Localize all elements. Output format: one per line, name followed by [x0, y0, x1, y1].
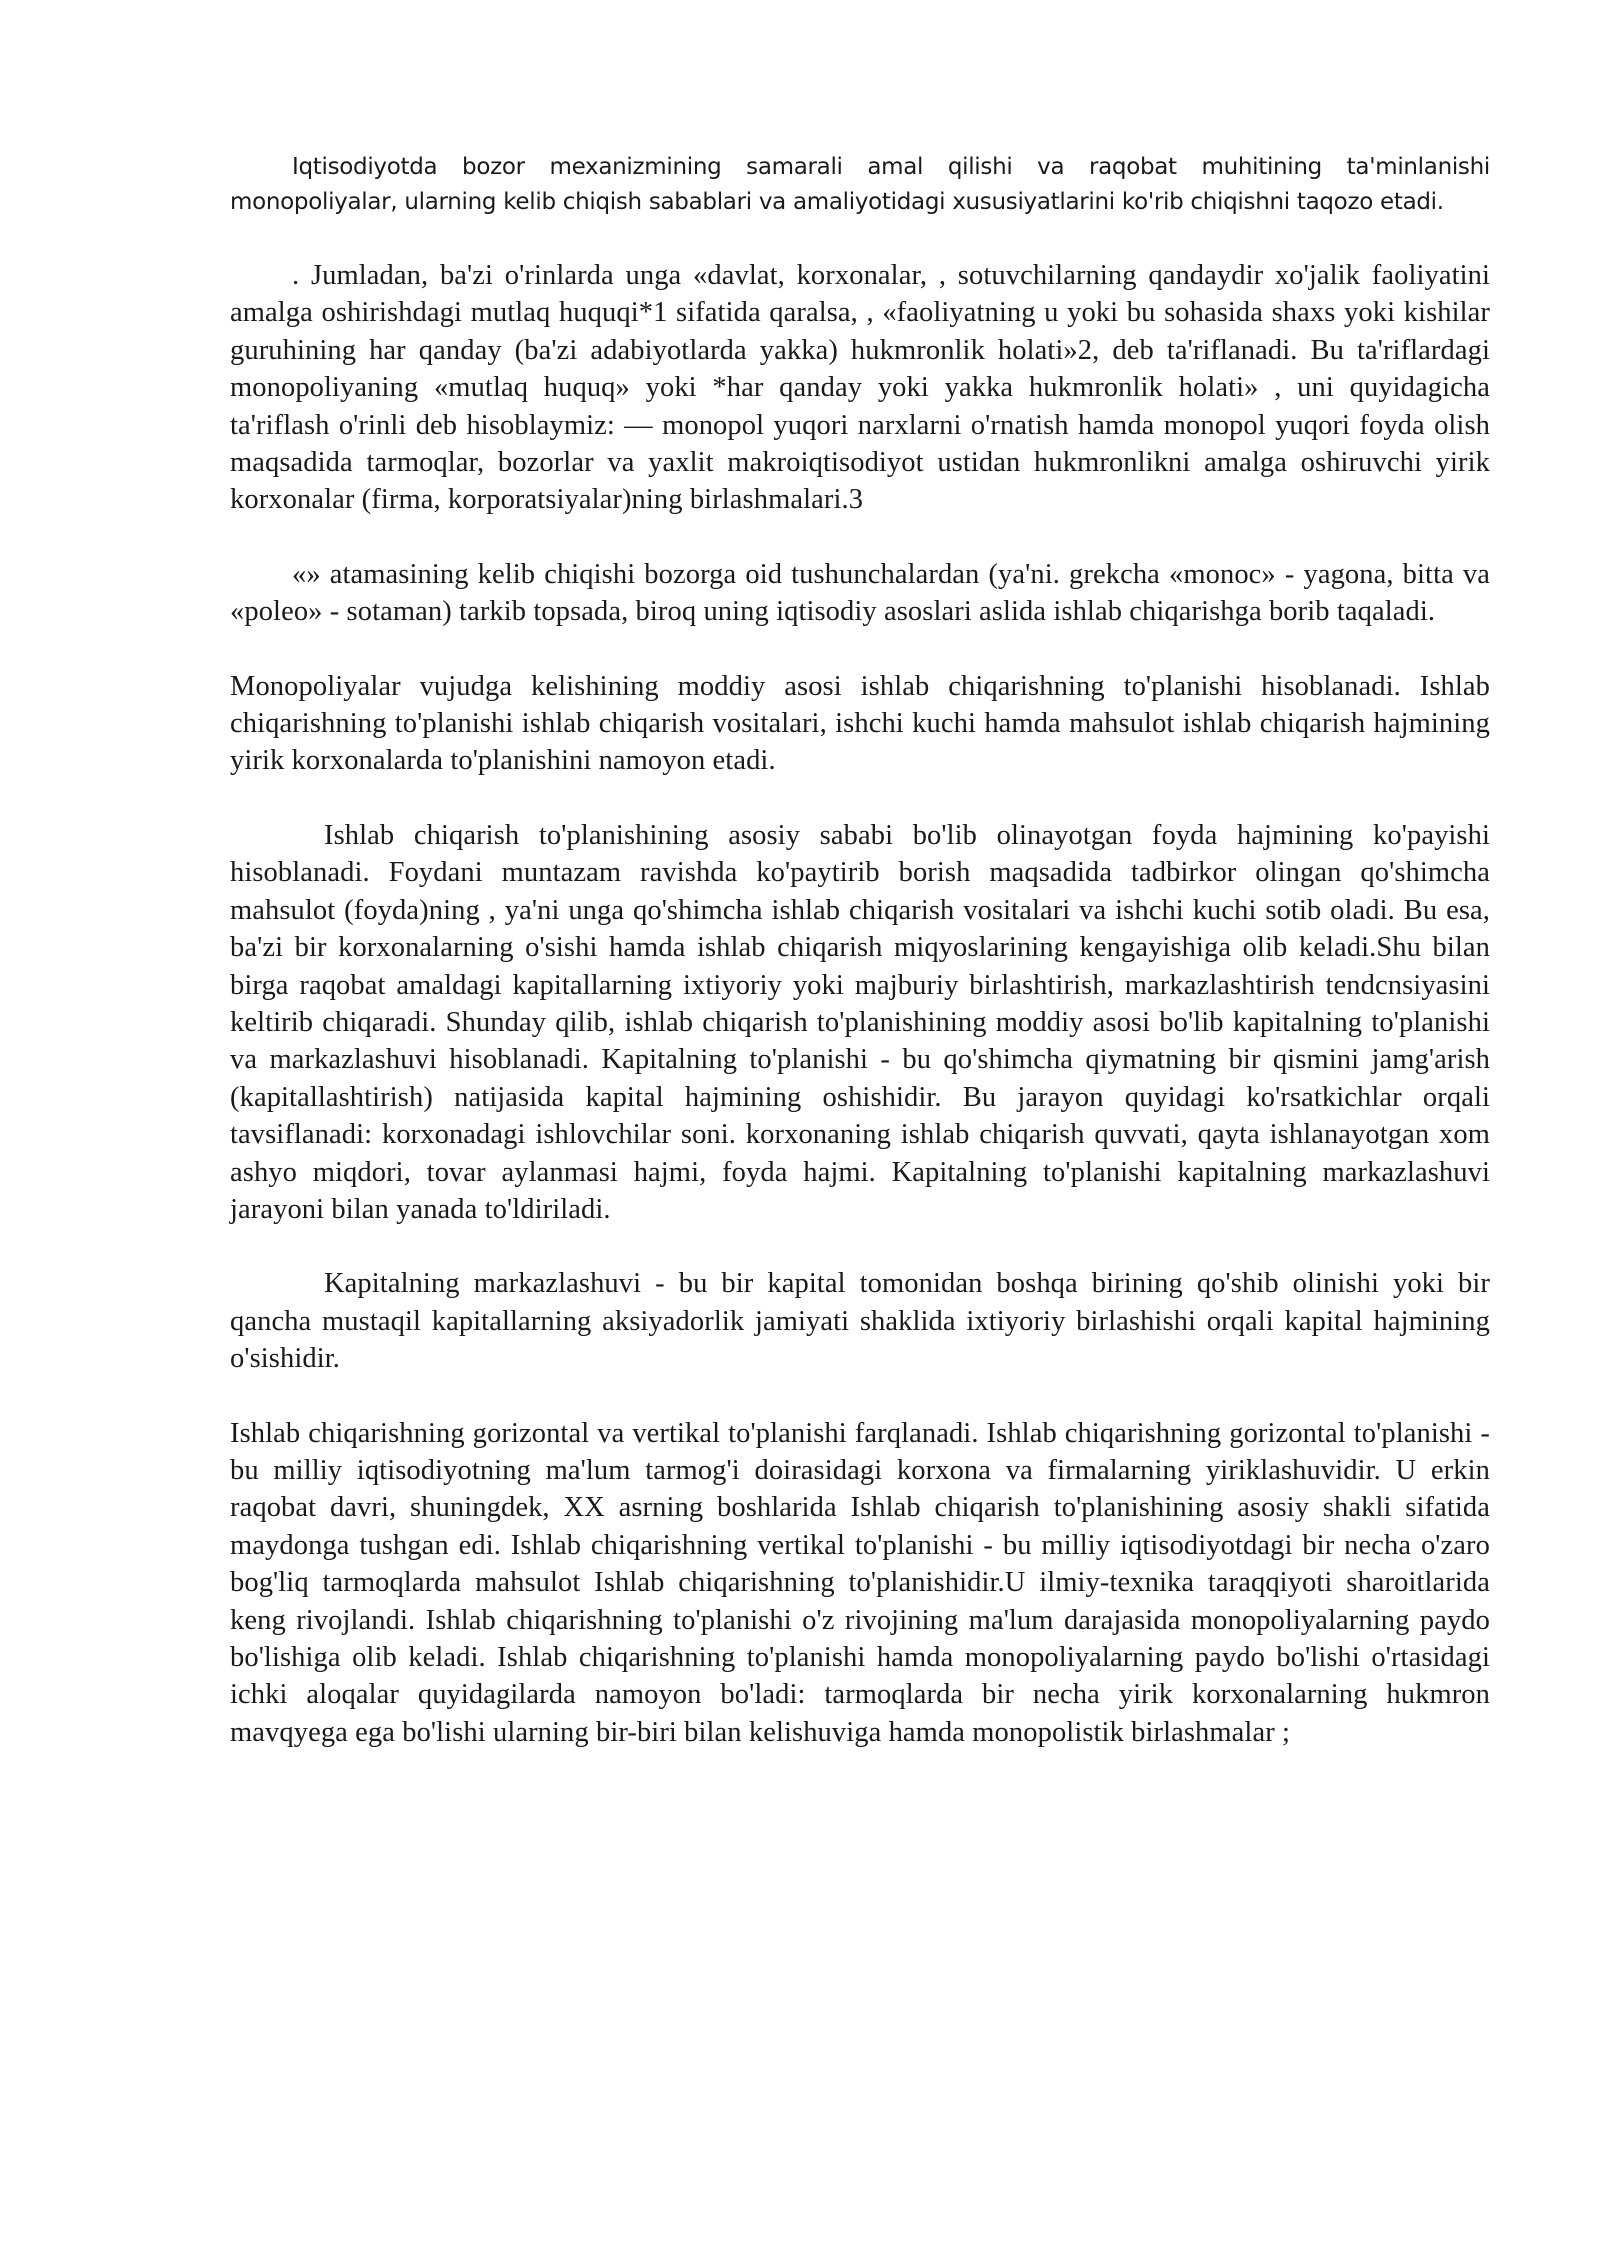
paragraph-3: «» atamasining kelib chiqishi bozorga oid tushunchalardan (ya'ni. grekcha «monoc» - yagona, bitta va «poleo» - sotaman) tarkib topsada, biroq uning iqtisodiy asoslari aslida ishlab chiqarishga borib taqaladi. — [230, 558, 1490, 628]
paragraph-1: Iqtisodiyotda bozor mexanizmining samarali amal qilishi va raqobat muhitining ta'minlanishi monopoliyalar, ularning kelib chiqish sabablari va amaliyotidagi xususiyatlarini ko'rib chiqishni taqozo etadi. — [230, 154, 1490, 215]
paragraph-6: Kapitalning markazlashuvi - bu bir kapital tomonidan boshqa birining qo'shib olinishi yoki bir qancha mustaqil kapitallarning aksiyadorlik jamiyati shaklida ixtiyoriy birlashishi orqali kapital hajmining o'sishidir. — [230, 1268, 1490, 1375]
paragraph-4: Monopoliyalar vujudga kelishining moddiy asosi ishlab chiqarishning to'planishi hisoblanadi. Ishlab chiqarishning to'planishi ishlab chiqarish vositalari, ishchi kuchi hamda mahsulot ishlab chiqarish hajmining yirik korxonalarda to'planishini namoyon etadi. — [230, 670, 1490, 777]
paragraph-2: . Jumladan, ba'zi o'rinlarda unga «davlat, korxonalar, , sotuvchilarning qandaydir xo'jalik faoliyatini amalga oshirishdagi mutlaq huquqi*1 sifatida qaralsa, , «faoliyatning u yoki bu sohasida shaxs yoki kishilar guruhining har qanday (ba'zi adabiyotlarda yakka) hukmronlik holati»2, deb ta'riflanadi. Bu ta'riflardagi monopoliyaning «mutlaq huquq» yoki *har qanday yoki yakka hukmronlik holati» , uni quyidagicha ta'riflash o'rinli deb hisoblaymiz: — monopol yuqori narxlarni o'rnatish hamda monopol yuqori foyda olish maqsadida tarmoqlar, bozorlar va yaxlit makroiqtisodiyot ustidan hukmronlikni amalga oshiruvchi yirik korxonalar (firma, korporatsiyalar)ning birlashmalari.3 — [230, 260, 1490, 516]
paragraph-7: Ishlab chiqarishning gorizontal va vertikal to'planishi farqlanadi. Ishlab chiqarishning gorizontal to'planishi - bu milliy iqtisodiyotning ma'lum tarmog'i doirasidagi korxona va firmalarning yiriklashuvidir. U erkin raqobat davri, shuningdek, XX asrning boshlarida Ishlab chiqarish to'planishining asosiy shakli sifatida maydonga tushgan edi. Ishlab chiqarishning vertikal to'planishi - bu milliy iqtisodiyotdagi bir necha o'zaro bog'liq tarmoqlarda mahsulot Ishlab chiqarishning to'planishidir.U ilmiy-texnika taraqqiyoti sharoitlarida keng rivojlandi. Ishlab chiqarishning to'planishi o'z rivojining ma'lum darajasida monopoliyalarning paydo bo'lishiga olib keladi. Ishlab chiqarishning to'planishi hamda monopoliyalarning paydo bo'lishi o'rtasidagi ichki aloqalar quyidagilarda namoyon bo'ladi: tarmoqlarda bir necha yirik korxonalarning hukmron mavqyega ega bo'lishi ularning bir-biri bilan kelishuviga hamda monopolistik birlashmalar ; — [230, 1417, 1490, 1748]
paragraph-5: Ishlab chiqarish to'planishining asosiy sababi bo'lib olinayotgan foyda hajmining ko'payishi hisoblanadi. Foydani muntazam ravishda ko'paytirib borish maqsadida tadbirkor olingan qo'shimcha mahsulot (foyda)ning , ya'ni unga qo'shimcha ishlab chiqarish vositalari va ishchi kuchi sotib oladi. Bu esa, ba'zi bir korxonalarning o'sishi hamda ishlab chiqarish miqyoslarining kengayishiga olib keladi.Shu bilan birga raqobat amaldagi kapitallarning ixtiyoriy yoki majburiy birlashtirish, markazlashtirish tendcnsiyasini keltirib chiqaradi. Shunday qilib, ishlab chiqarish to'planishining moddiy asosi bo'lib kapitalning to'planishi va markazlashuvi hisoblanadi. Kapitalning to'planishi - bu qo'shimcha qiymatning bir qismini jamg'arish (kapitallashtirish) natijasida kapital hajmining oshishidir. Bu jarayon quyidagi ko'rsatkichlar orqali tavsiflanadi: korxonadagi ishlovchilar soni. korxonaning ishlab chiqarish quvvati, qayta ishlanayotgan xom ashyo miqdori, tovar aylanmasi hajmi, foyda hajmi. Kapitalning to'planishi kapitalning markazlashuvi jarayoni bilan yanada to'ldiriladi. — [230, 819, 1490, 1225]
document-page — [230, 150, 1490, 1751]
